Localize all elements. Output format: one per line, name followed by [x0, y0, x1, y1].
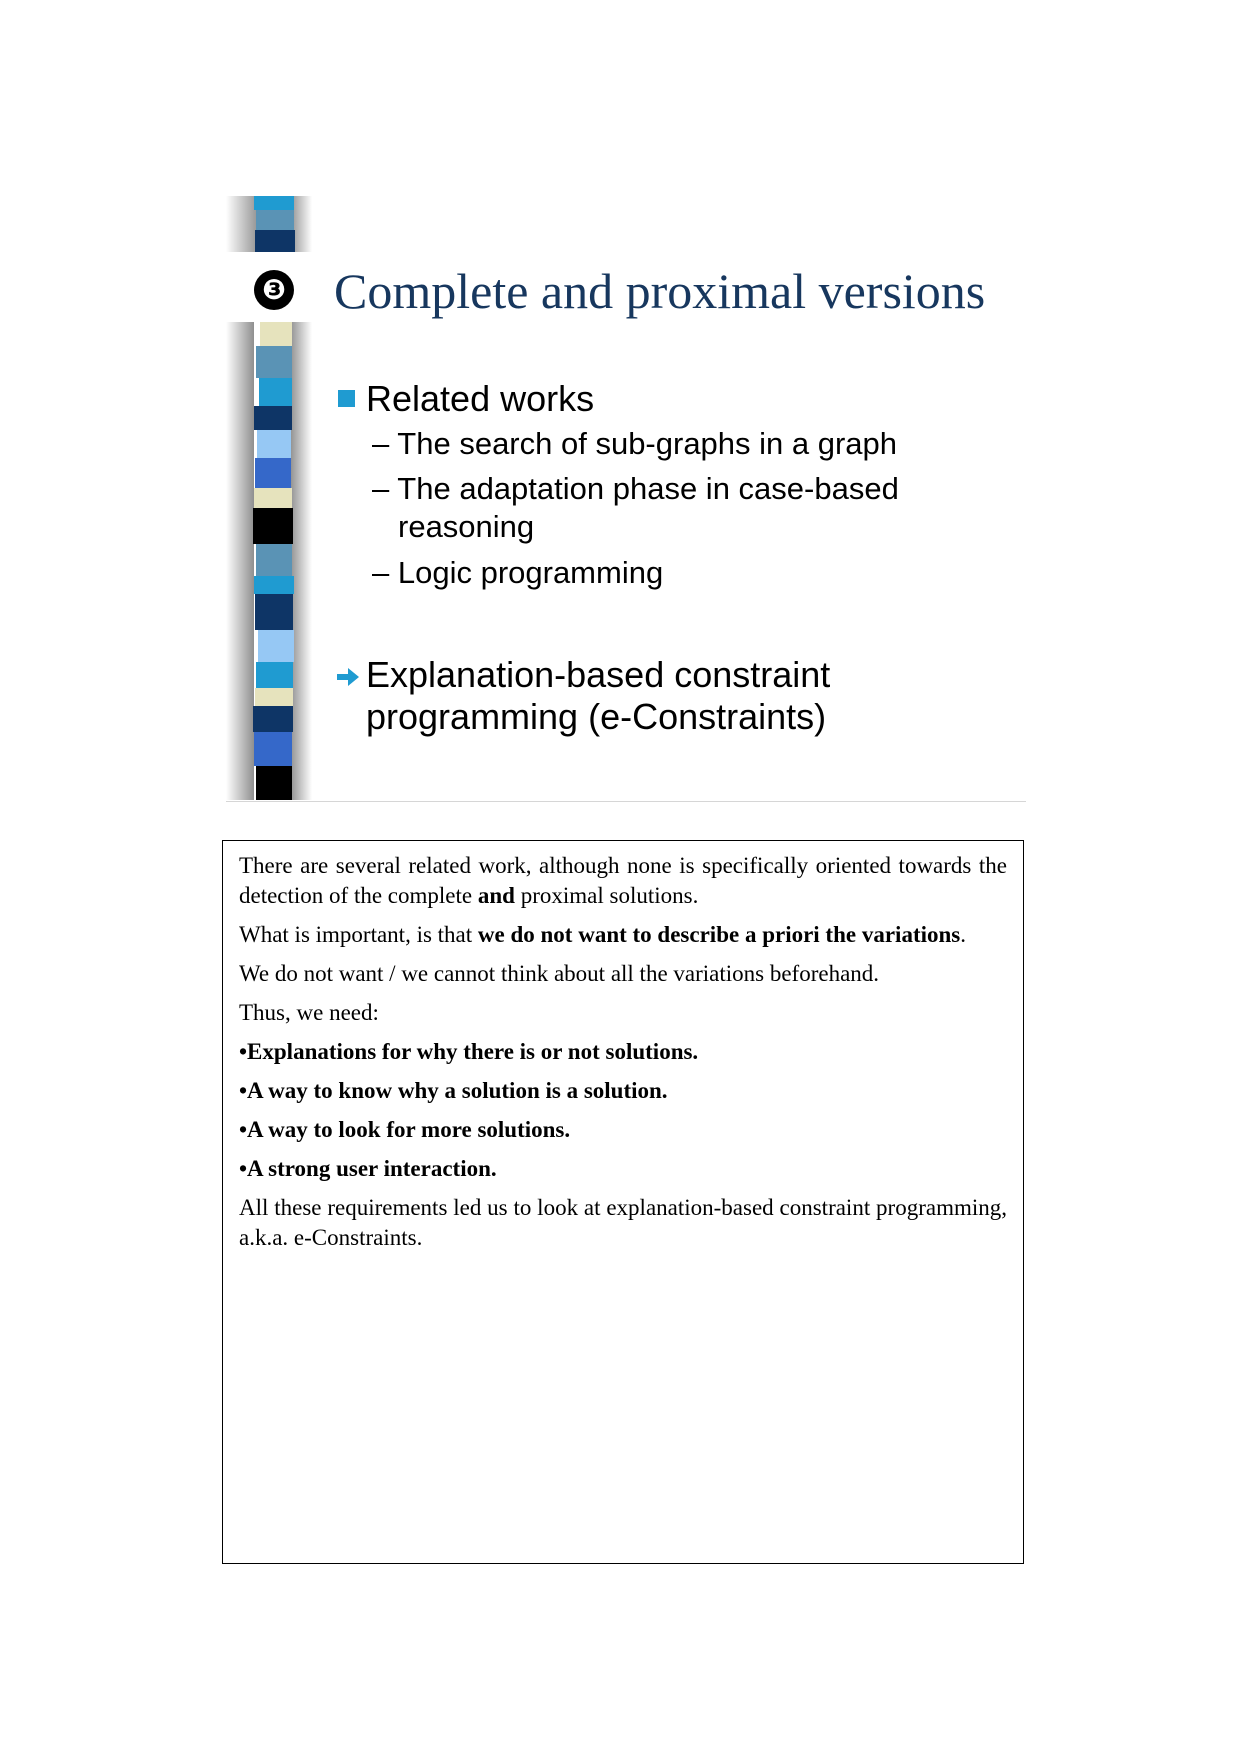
- sub-item-subgraphs: – The search of sub-graphs in a graph: [372, 426, 898, 461]
- slide: [0, 0, 1242, 820]
- notes-need-item: •A way to know why a solution is a solution.: [239, 1078, 668, 1103]
- notes-text: What is important, is that: [239, 922, 478, 947]
- bullet-related-works: Related works: [366, 378, 595, 419]
- notes-paragraph-variations: We do not want / we cannot think about all the variations beforehand.: [239, 961, 880, 986]
- square-bullet-icon: [338, 390, 355, 407]
- arrow-right-icon: [336, 667, 360, 687]
- decorative-stripe-bar: [226, 322, 312, 800]
- notes-paragraph-important: [239, 920, 1007, 950]
- decorative-stripe-top: [226, 196, 312, 252]
- notes-need-item: •A strong user interaction.: [239, 1156, 497, 1181]
- sub-item-case-based-reasoning: – The adaptation phase in case-based reasoning: [372, 471, 899, 544]
- notes-paragraph-related-work: [239, 851, 1007, 911]
- notes-emphasis: we do not want to describe a priori the variations: [477, 922, 961, 947]
- conclusion-e-constraints: Explanation-based constraint programming (e-Constraints): [366, 654, 831, 737]
- notes-text: There are several related work, although none is specifically oriented towards the detection of the complete: [239, 853, 1007, 908]
- slide-title: Complete and proximal versions: [334, 263, 986, 319]
- notes-need-item: •Explanations for why there is or not solutions.: [239, 1039, 699, 1064]
- notes-text: .: [960, 922, 966, 947]
- slide-divider: [226, 801, 1026, 802]
- sub-item-logic-programming: – Logic programming: [372, 555, 664, 590]
- speaker-notes-box: [222, 840, 1024, 1564]
- notes-text: proximal solutions.: [514, 883, 699, 908]
- notes-emphasis: and: [477, 883, 515, 908]
- notes-paragraph-conclusion: All these requirements led us to look at explanation-based constraint programming, a.k.a. e-Constraints.: [239, 1195, 1007, 1250]
- section-number-icon: ❸: [254, 270, 294, 310]
- notes-paragraph-need: Thus, we need:: [239, 1000, 379, 1025]
- notes-need-item: •A way to look for more solutions.: [239, 1117, 571, 1142]
